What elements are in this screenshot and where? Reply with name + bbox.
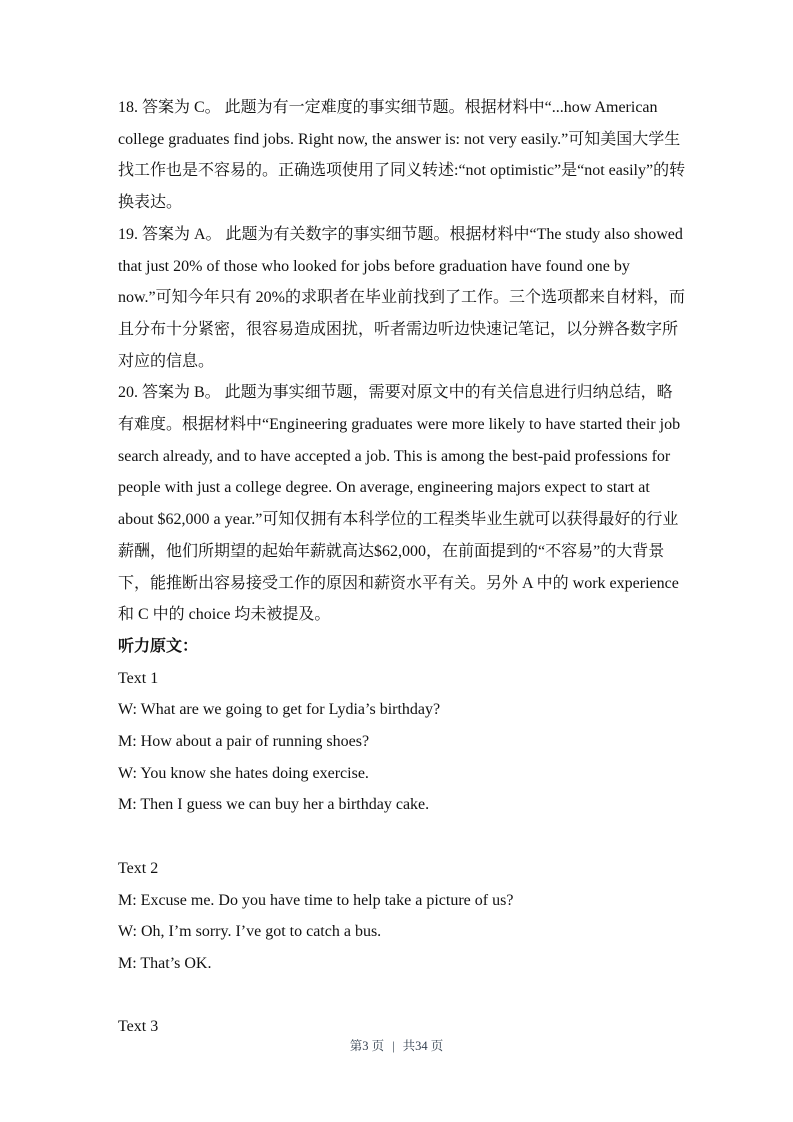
dialogue-line: W: Oh, I’m sorry. I’ve got to catch a bus. <box>118 923 382 941</box>
dialogue-line: M: Excuse me. Do you have time to help take a picture of us? <box>118 891 514 909</box>
dialogue-line: W: What are we going to get for Lydia’s birthday? <box>118 701 441 719</box>
transcript-section-title: Text 2 <box>118 859 159 877</box>
transcript-section-title: Text 3 <box>118 1018 159 1036</box>
dialogue-line: M: That’s OK. <box>118 954 212 972</box>
page-content <box>118 92 686 1043</box>
footer-separator: | <box>392 1039 395 1053</box>
blank-line <box>118 821 686 853</box>
answer-explanation-20: 20. 答案为 B。 此题为事实细节题，需要对原文中的有关信息进行归纳总结，略有难度。根据材料中“Engineering graduates were more likely to have started their job search already, and to have accepted a job. This is among the best-paid professions for people with just a college degree. On average, engineering majors expect to start at about $62,000 a year.”可知仅拥有本科学位的工程类毕业生就可以获得最好的行业薪酬，他们所期望的起始年薪就高达$62,000，在前面提到的“不容易”的大背景下，能推断出容易接受工作的原因和薪资水平有关。另外 A 中的 work experience 和 C 中的 choice 均未被提及。 <box>118 384 681 624</box>
dialogue-line: M: Then I guess we can buy her a birthday cake. <box>118 796 430 814</box>
footer-page-number: 第3 页 <box>349 1039 385 1053</box>
blank-line <box>118 980 686 1012</box>
dialogue-line: W: You know she hates doing exercise. <box>118 764 369 782</box>
transcript-section-text1 <box>118 663 686 822</box>
page-footer <box>0 1036 793 1056</box>
transcript-section-text2 <box>118 853 686 980</box>
answer-explanation-18: 18. 答案为 C。 此题为有一定难度的事实细节题。根据材料中“...how American college graduates find jobs. Right now, the answer is: not very easily.”可知美国大学生找工作也是不容易的。正确选项使用了同义转述:“not optimistic”是“not easily”的转换表达。 <box>118 99 686 212</box>
transcript-section-title: Text 1 <box>118 669 159 687</box>
dialogue-line: M: How about a pair of running shoes? <box>118 733 370 751</box>
footer-total-pages: 共34 页 <box>402 1039 444 1053</box>
answer-explanation-19: 19. 答案为 A。 此题为有关数字的事实细节题。根据材料中“The study also showed that just 20% of those who looked for jobs before graduation have found one by now.”可知今年只有 20%的求职者在毕业前找到了工作。三个选项都来自材料，而且分布十分紧密，很容易造成困扰，听者需边听边快速记笔记，以分辨各数字所对应的信息。 <box>118 225 685 370</box>
transcript-heading: 听力原文： <box>118 637 199 655</box>
